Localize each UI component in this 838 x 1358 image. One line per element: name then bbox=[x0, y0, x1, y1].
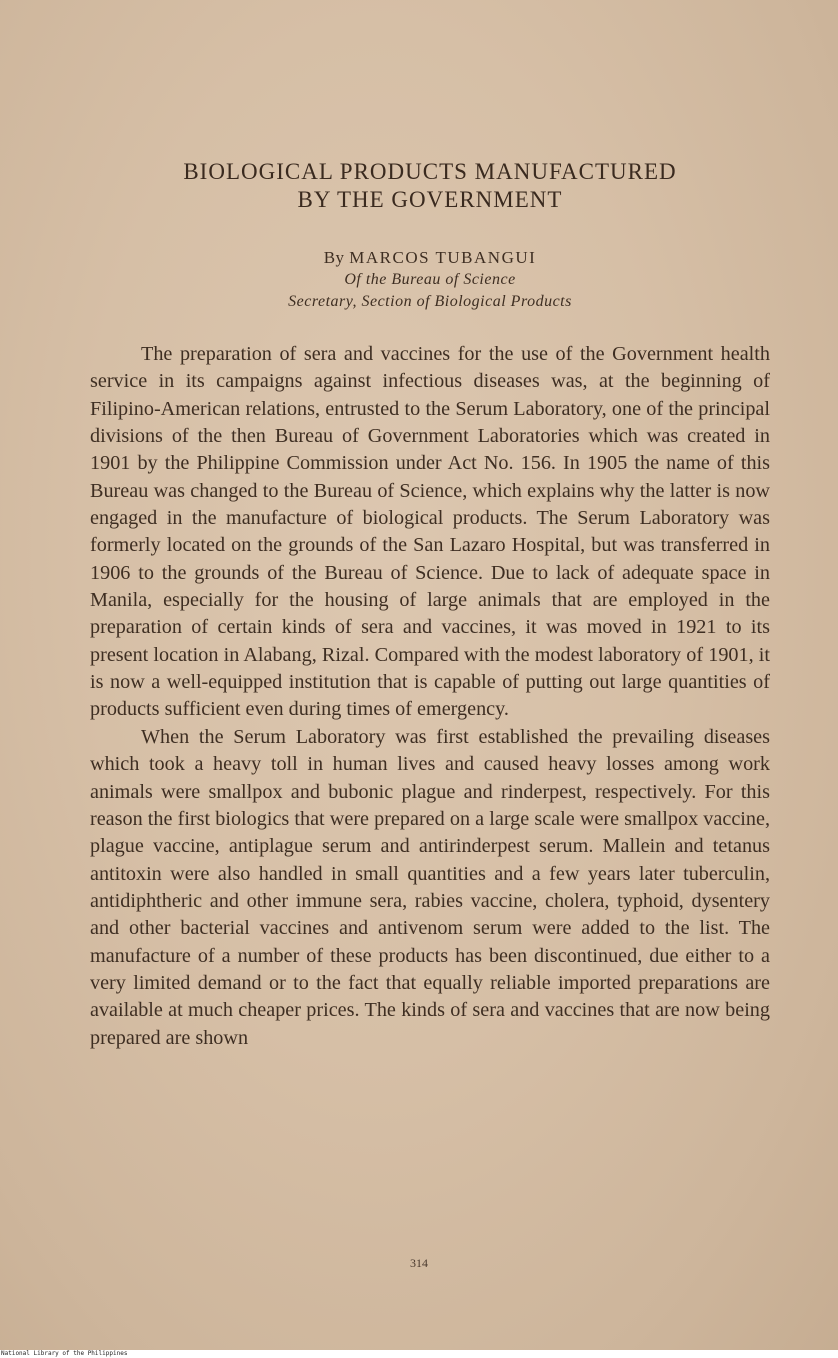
title-line-2: BY THE GOVERNMENT bbox=[297, 187, 563, 212]
article bbox=[90, 158, 770, 1052]
page-number: 314 bbox=[410, 1256, 428, 1270]
article-body bbox=[90, 341, 770, 1052]
author-name: MARCOS TUBANGUI bbox=[349, 248, 537, 267]
article-title bbox=[90, 158, 770, 214]
library-credit: National Library of the Philippines bbox=[1, 1350, 128, 1357]
byline bbox=[90, 247, 770, 269]
affiliation-line-1: Of the Bureau of Science bbox=[344, 271, 516, 288]
by-prefix: By bbox=[323, 248, 345, 267]
affiliation-line-2: Secretary, Section of Biological Products bbox=[288, 293, 572, 310]
paragraph: The preparation of sera and vaccines for the use of the Government health service in its campaigns against infectious diseases was, at the beginning of Filipino-American relations, entrusted to the Serum Laboratory, one of the principal divisions of the then Bureau of Government Laboratories which was created in 1901 by the Philippine Commission under Act No. 156. In 1905 the name of this Bureau was changed to the Bureau of Science, which explains why the latter is now engaged in the manufacture of biological products. The Serum Laboratory was formerly located on the grounds of the San Lazaro Hospital, but was transferred in 1906 to the grounds of the Bureau of Science. Due to lack of adequate space in Manila, especially for the housing of large animals that are employed in the preparation of certain kinds of sera and vaccines, it was moved in 1921 to its present location in Alabang, Rizal. Compared with the modest laboratory of 1901, it is now a well-equipped institution that is capable of putting out large quantities of products sufficient even during times of emergency. bbox=[90, 343, 770, 721]
title-line-1: BIOLOGICAL PRODUCTS MANUFACTURED bbox=[183, 159, 677, 184]
footer-strip bbox=[0, 1350, 838, 1358]
paragraph: When the Serum Laboratory was first established the prevailing diseases which took a heavy toll in human lives and caused heavy losses among work animals were smallpox and bubonic plague and rinderpest, respectively. For this reason the first biologics that were prepared on a large scale were smallpox vaccine, plague vaccine, antiplague serum and antirinderpest serum. Mallein and tetanus antitoxin were also handled in small quantities and a few years later tuberculin, antidiphtheric and other immune sera, rabies vaccine, cholera, typhoid, dysentery and other bacterial vaccines and antivenom serum were added to the list. The manufacture of a number of these products has been discontinued, due either to a very limited demand or to the fact that equally reliable imported preparations are available at much cheaper prices. The kinds of sera and vaccines that are now being prepared are shown bbox=[90, 725, 770, 1049]
